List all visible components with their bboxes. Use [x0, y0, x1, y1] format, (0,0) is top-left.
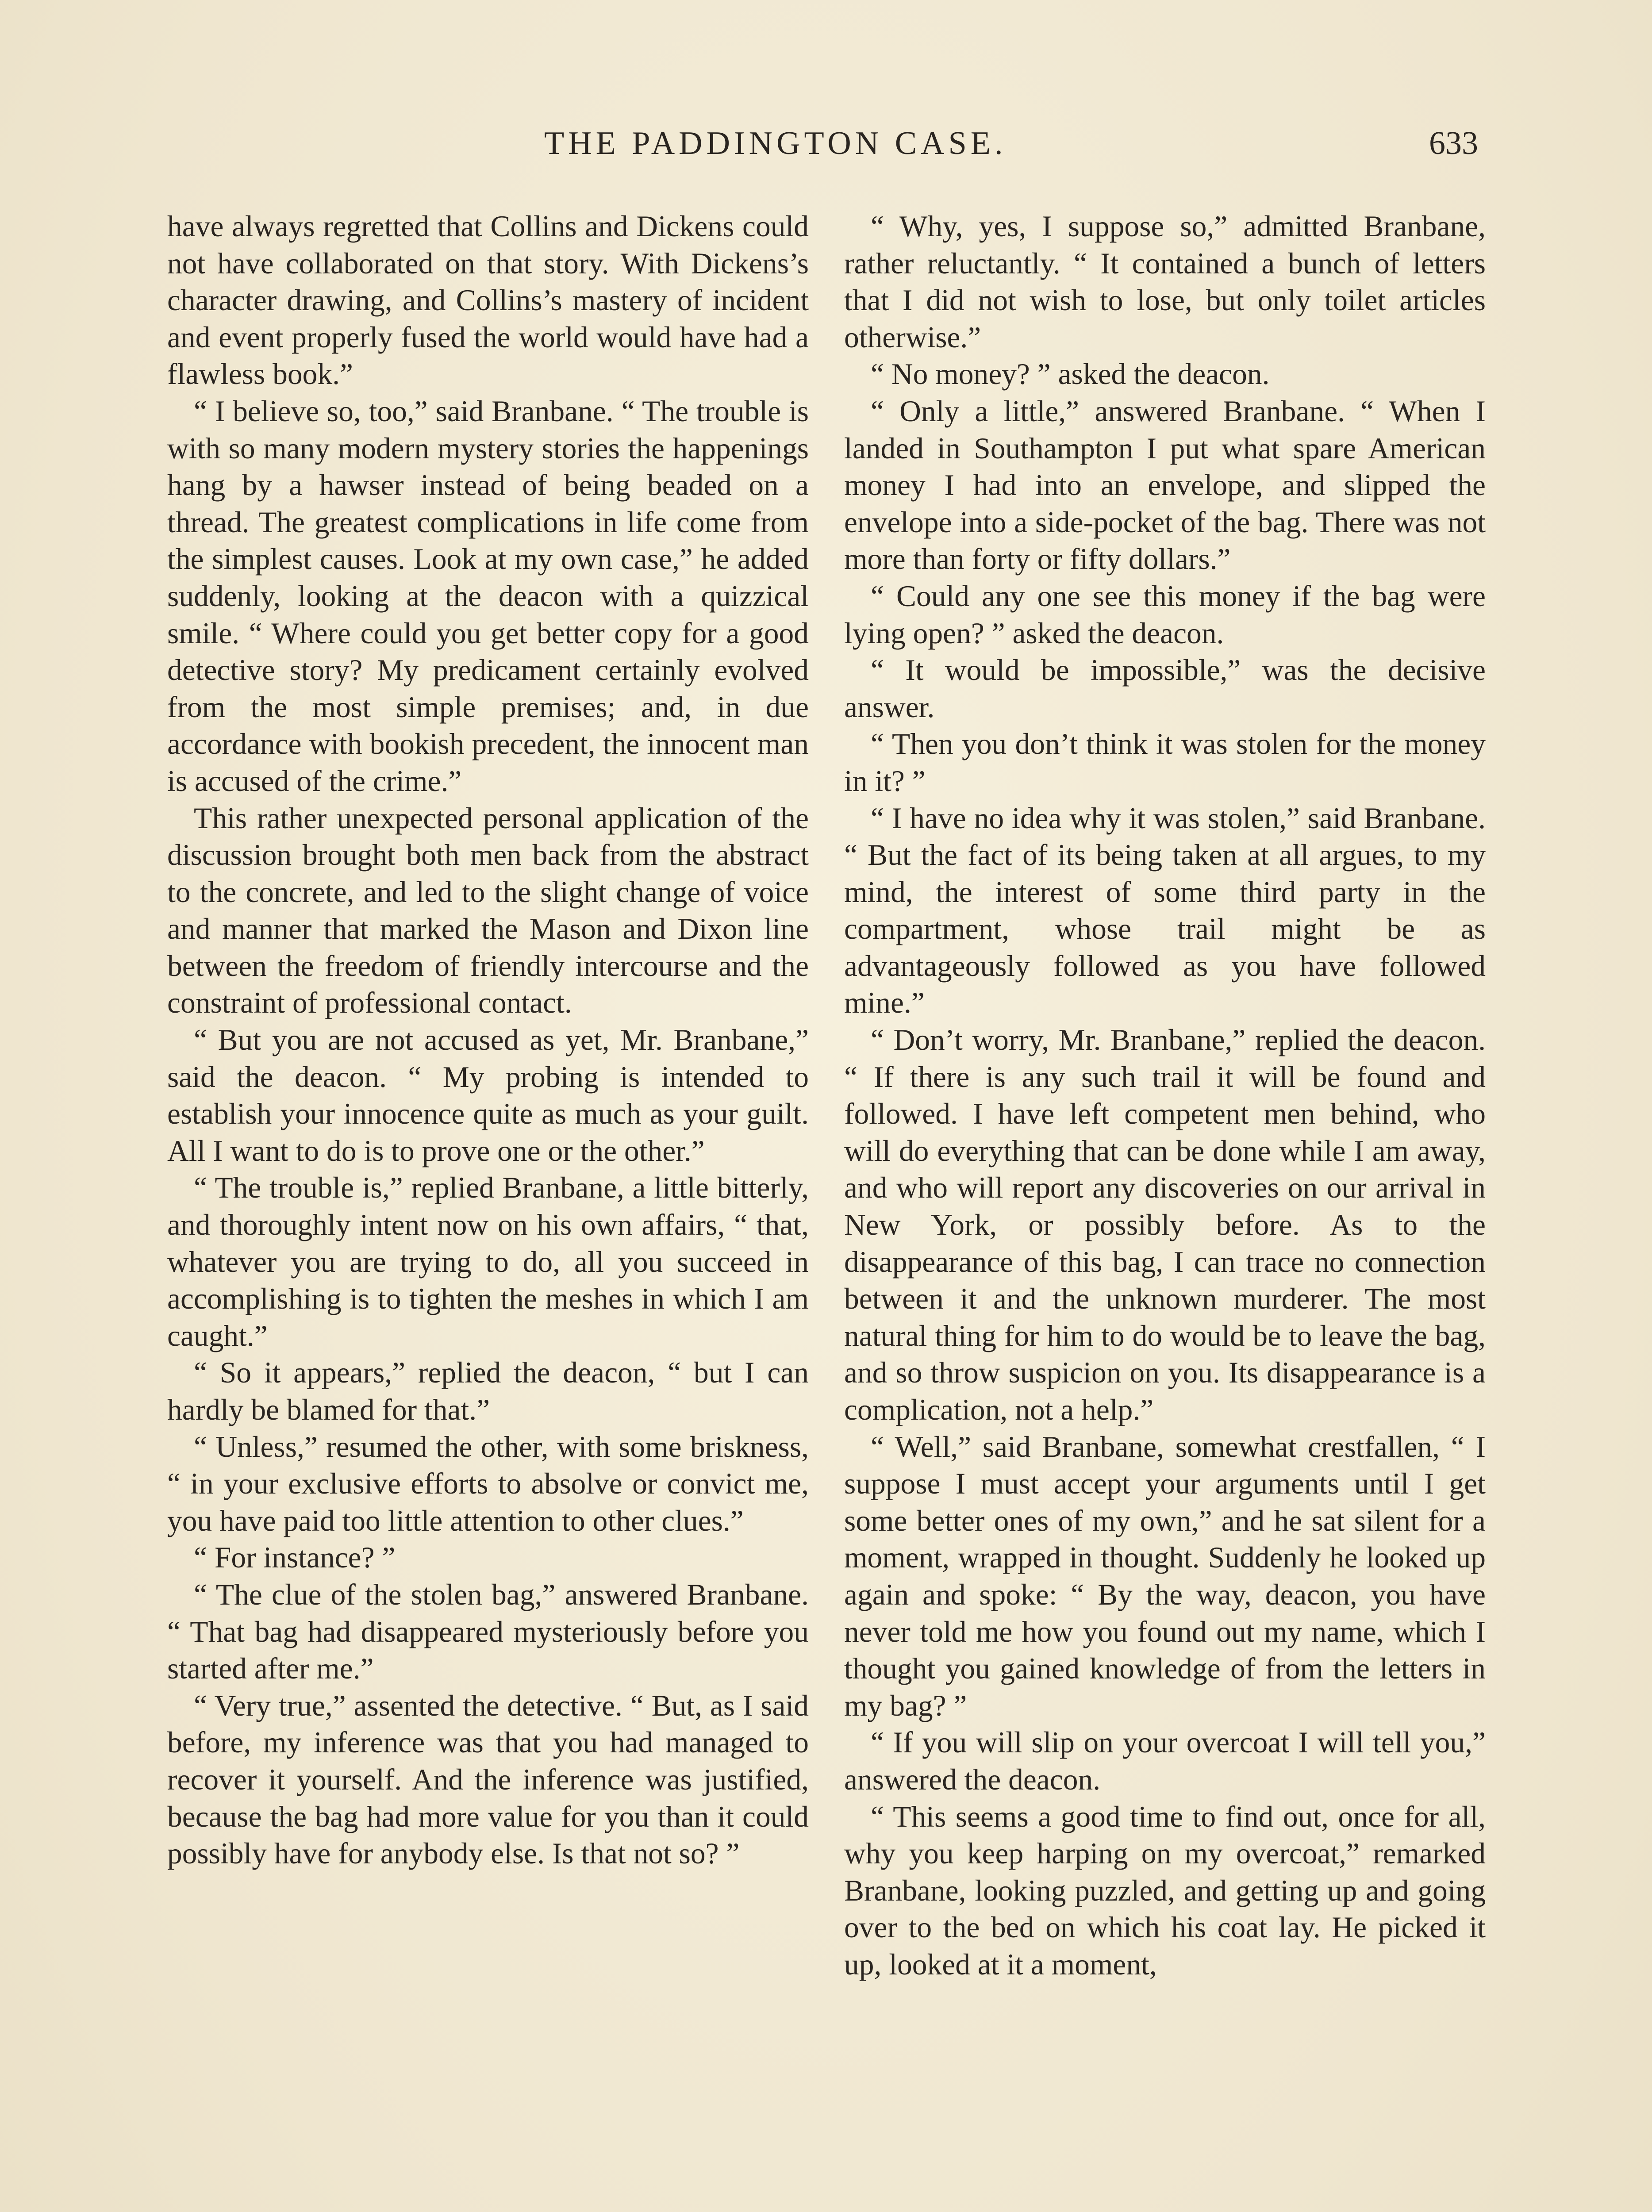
- paragraph: This rather unexpected personal application of the discussion brought both men back from the abstract to the concrete, and led to the slight change of voice and manner that marked the Mason and Dixon line between the freedom of friendly intercourse and the constraint of professional contact.: [167, 801, 809, 1020]
- paragraph: “ Why, yes, I suppose so,” admitted Branbane, rather reluctantly. “ It contained a bunch of letters that I did not wish to lose, but only toilet articles otherwise.”: [844, 210, 1486, 354]
- page-number: 633: [1429, 125, 1478, 161]
- paragraph: “ Could any one see this money if the bag were lying open? ” asked the deacon.: [844, 579, 1486, 650]
- paragraph: “ The trouble is,” replied Branbane, a little bitterly, and thoroughly intent now on his own affairs, “ that, whatever you are trying to do, all you succeed in accomplishing is to tighten the meshes in which I am caught.”: [167, 1171, 809, 1352]
- paragraph: “ No money? ” asked the deacon.: [871, 357, 1270, 391]
- paragraph: “ Very true,” assented the detective. “ But, as I said before, my inference was that you had managed to recover it yourself. And the inference was justified, because the bag had more value for you than it could possibly have for anybody else. Is that not so? ”: [167, 1689, 809, 1870]
- paragraph: “ Don’t worry, Mr. Branbane,” replied the deacon. “ If there is any such trail it will be found and followed. I have left competent men behind, who will do everything that can be done while I am away, and who will report any discoveries on our arrival in New York, or possibly before. As to the disappearance of this bag, I can trace no connection between it and the unknown murderer. The most natural thing for him to do would be to leave the bag, and so throw suspicion on you. Its disappearance is a complication, not a help.”: [844, 1023, 1486, 1426]
- paragraph: have always regretted that Collins and Dickens could not have collaborated on that story. With Dickens’s character drawing, and Collins’s mastery of incident and event properly fused the world would have had a flawless book.”: [167, 210, 809, 391]
- paragraph: “ Only a little,” answered Branbane. “ When I landed in Southampton I put what spare American money I had into an envelope, and slipped the envelope into a side-pocket of the bag. There was not more than forty or fifty dollars.”: [844, 394, 1486, 576]
- paragraph: “ This seems a good time to find out, once for all, why you keep harping on my overcoat,” remarked Branbane, looking puzzled, and getting up and going over to the bed on which his coat lay. He picked it up, looked at it a moment,: [844, 1800, 1486, 1981]
- right-column: [844, 208, 1486, 1983]
- paragraph: “ But you are not accused as yet, Mr. Branbane,” said the deacon. “ My probing is intended to establish your innocence quite as much as your guilt. All I want to do is to prove one or the other.”: [167, 1023, 809, 1167]
- running-title: THE PADDINGTON CASE.: [544, 125, 1007, 161]
- paragraph: “ Unless,” resumed the other, with some briskness, “ in your exclusive efforts to absolve or convict me, you have paid too little attention to other clues.”: [167, 1430, 809, 1537]
- paragraph: “ I believe so, too,” said Branbane. “ The trouble is with so many modern mystery stories the happenings hang by a hawser instead of being beaded on a thread. The greatest complications in life come from the simplest causes. Look at my own case,” he added suddenly, looking at the deacon with a quizzical smile. “ Where could you get better copy for a good detective story? My predicament certainly evolved from the most simple premises; and, in due accordance with bookish precedent, the innocent man is accused of the crime.”: [167, 394, 809, 798]
- paragraph: “ If you will slip on your overcoat I will tell you,” answered the deacon.: [844, 1726, 1486, 1796]
- paragraph: “ Well,” said Branbane, somewhat crestfallen, “ I suppose I must accept your arguments until I get some better ones of my own,” and he sat silent for a moment, wrapped in thought. Suddenly he looked up again and spoke: “ By the way, deacon, you have never told me how you found out my name, which I thought you gained knowledge of from the letters in my bag? ”: [844, 1430, 1486, 1722]
- paragraph: “ It would be impossible,” was the decisive answer.: [844, 653, 1486, 724]
- paragraph: “ I have no idea why it was stolen,” said Branbane. “ But the fact of its being taken at all argues, to my mind, the interest of some third party in the compartment, whose trail might be as advantageously followed as you have followed mine.”: [844, 801, 1486, 1020]
- paragraph: “ Then you don’t think it was stolen for the money in it? ”: [844, 727, 1486, 798]
- paragraph: “ For instance? ”: [194, 1541, 396, 1575]
- paragraph: “ So it appears,” replied the deacon, “ but I can hardly be blamed for that.”: [167, 1356, 809, 1426]
- left-column: [167, 208, 809, 1872]
- paragraph: “ The clue of the stolen bag,” answered Branbane. “ That bag had disappeared mysteriously before you started after me.”: [167, 1578, 809, 1686]
